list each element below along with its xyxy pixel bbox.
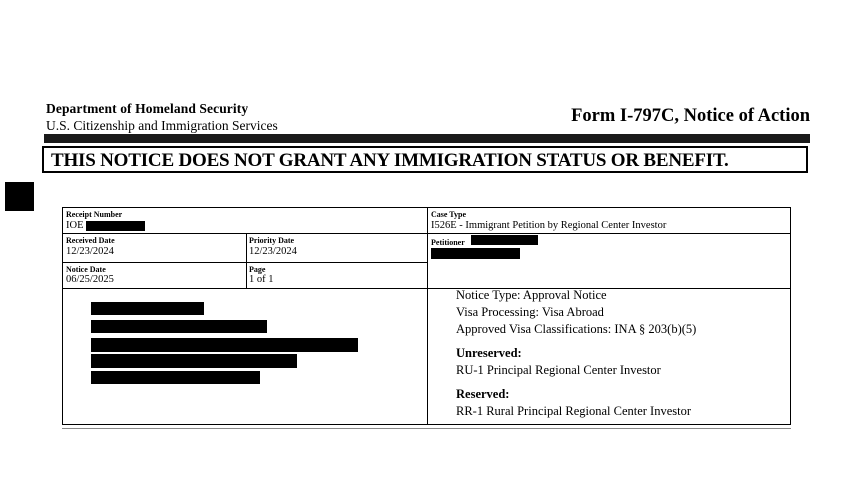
notice-date-value: 06/25/2025 [66, 274, 114, 285]
notice-details-grid [62, 207, 791, 425]
case-type-value: I526E - Immigrant Petition by Regional Center Investor [431, 220, 667, 231]
receipt-number-label: Receipt Number [66, 210, 123, 219]
petitioner-redaction [431, 248, 520, 259]
unreserved-heading: Unreserved: [456, 346, 522, 360]
department-name: Department of Homeland Security [46, 101, 249, 116]
page-label: Page [249, 265, 266, 274]
form-title: Form I-797C, Notice of Action [571, 106, 810, 126]
visa-classifications-line: Approved Visa Classifications: INA § 203(b)(5) [456, 322, 697, 336]
grid-row-divider [63, 262, 427, 263]
address-redaction [91, 371, 260, 384]
address-redaction [91, 320, 267, 333]
grid-column-divider [427, 208, 428, 424]
address-redaction [91, 354, 297, 368]
address-redaction [91, 338, 358, 352]
received-date-label: Received Date [66, 236, 115, 245]
grid-column-divider [246, 233, 247, 288]
visa-processing-line: Visa Processing: Visa Abroad [456, 305, 604, 319]
received-date-value: 12/23/2024 [66, 246, 114, 257]
reserved-heading: Reserved: [456, 387, 510, 401]
page-value: 1 of 1 [249, 274, 274, 285]
agency-name: U.S. Citizenship and Immigration Services [46, 118, 278, 133]
reserved-item: RR-1 Rural Principal Regional Center Investor [456, 404, 692, 418]
address-redaction [91, 302, 204, 315]
petitioner-label: Petitioner [431, 238, 465, 247]
priority-date-value: 12/23/2024 [249, 246, 297, 257]
unreserved-item: RU-1 Principal Regional Center Investor [456, 363, 661, 377]
notice-date-label: Notice Date [66, 265, 106, 274]
petitioner-redaction [471, 235, 538, 245]
header-divider-bar [44, 134, 810, 143]
priority-date-label: Priority Date [249, 236, 295, 245]
status-warning-banner: THIS NOTICE DOES NOT GRANT ANY IMMIGRATION STATUS OR BENEFIT. [42, 146, 808, 173]
footer-divider [62, 428, 791, 429]
receipt-number-value: IOE [66, 220, 84, 231]
case-type-label: Case Type [431, 210, 467, 219]
notice-type-line: Notice Type: Approval Notice [456, 288, 607, 302]
redaction-mark [5, 182, 34, 211]
receipt-number-redaction [86, 221, 145, 231]
